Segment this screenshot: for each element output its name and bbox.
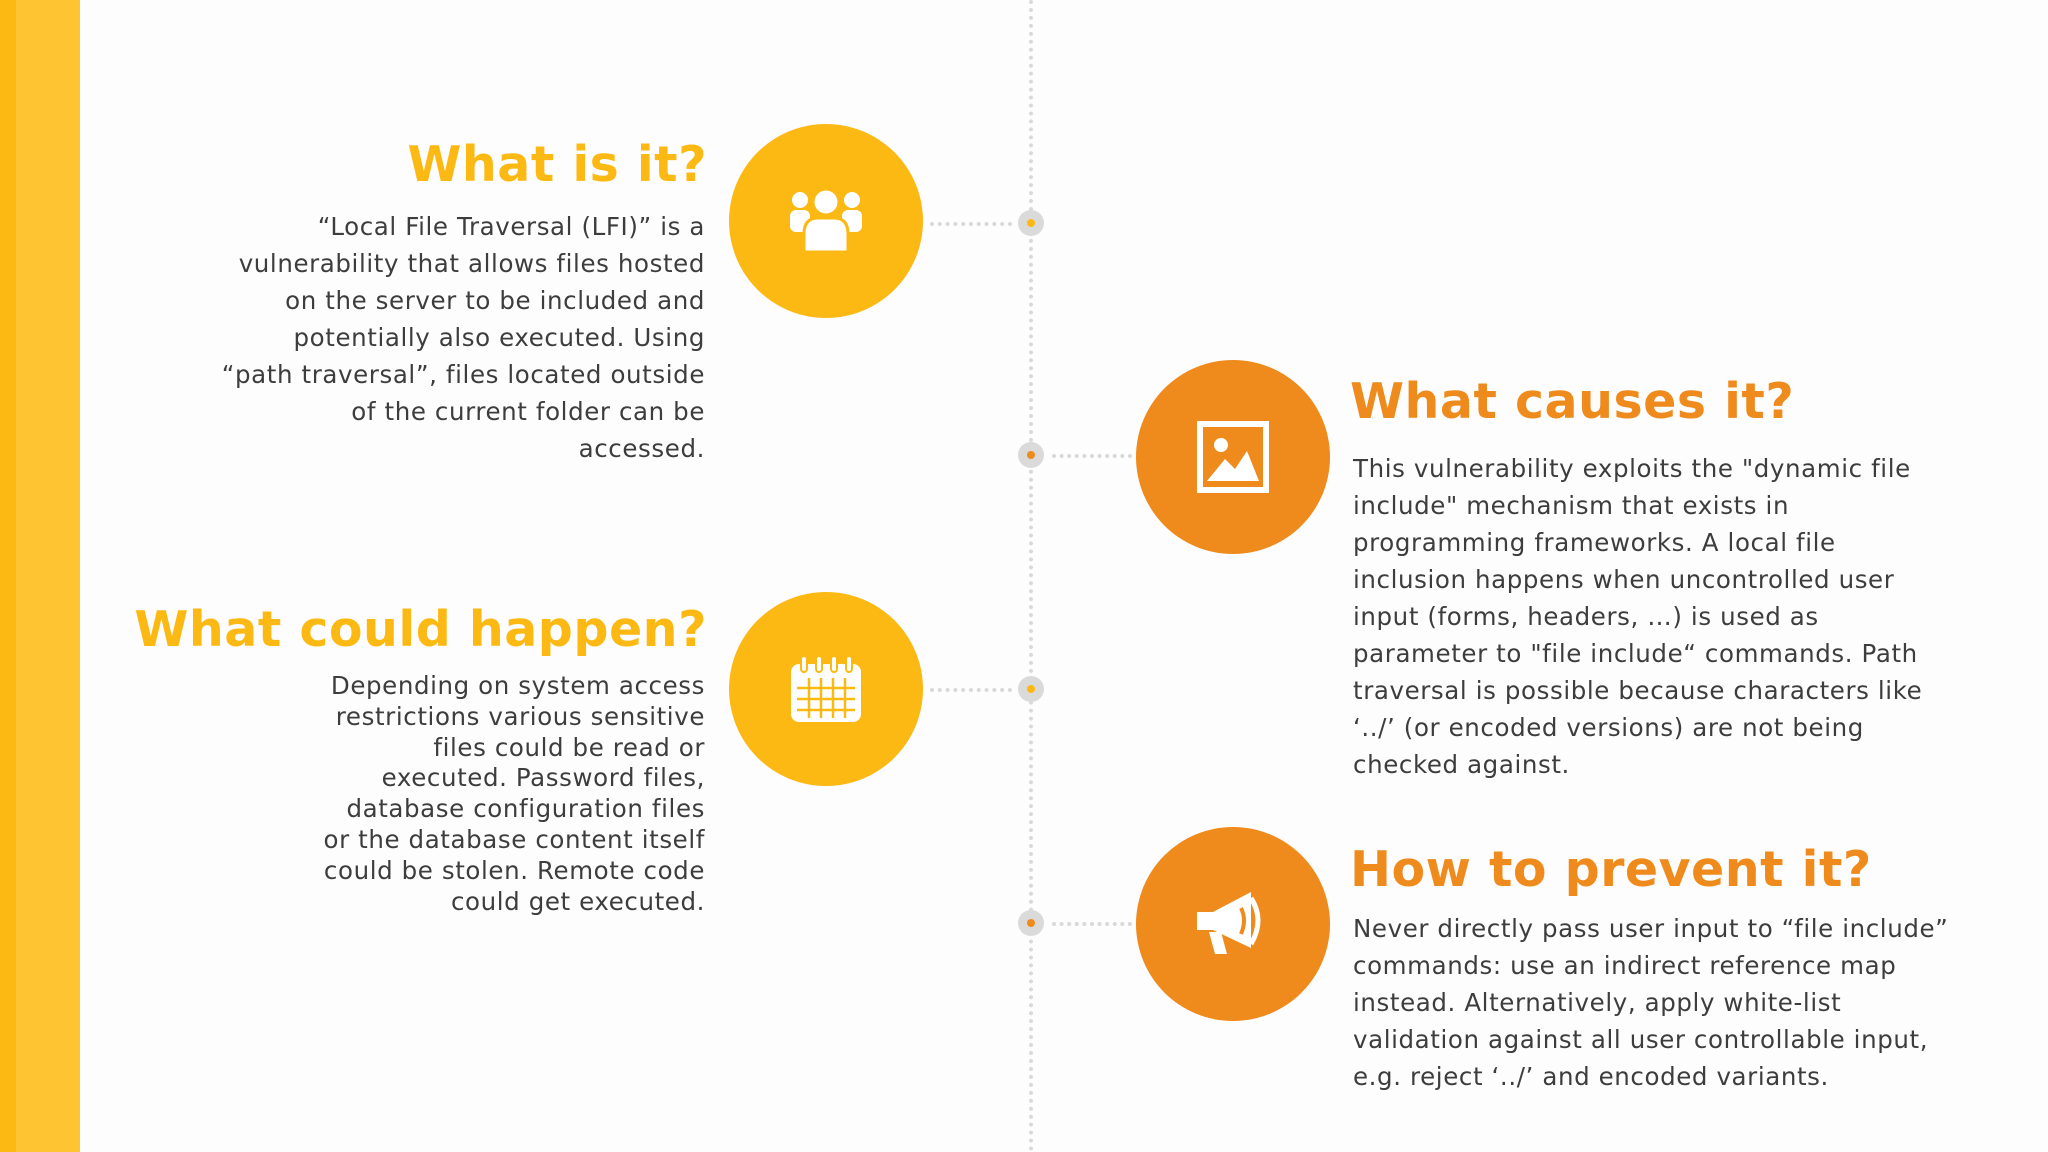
what-causes-it-circle: [1136, 360, 1330, 554]
how-to-prevent-it-line: e.g. reject ‘../’ and encoded variants.: [1353, 1062, 1829, 1091]
what-causes-it-line: inclusion happens when uncontrolled user: [1353, 565, 1895, 594]
what-is-it-line: of the current folder can be: [351, 397, 705, 426]
what-is-it-line: potentially also executed. Using: [293, 323, 705, 352]
what-could-happen-line: executed. Password files,: [381, 763, 705, 793]
left-accent-bar: [0, 0, 80, 1152]
how-to-prevent-it-line: commands: use an indirect reference map: [1353, 951, 1897, 980]
how-to-prevent-it-line: Never directly pass user input to “file include”: [1353, 914, 1949, 943]
what-could-happen-title: What could happen?: [134, 601, 707, 658]
what-is-it-body: [222, 208, 705, 467]
what-causes-it-line: input (forms, headers, …) is used as: [1353, 602, 1819, 631]
what-could-happen-line: could get executed.: [450, 886, 705, 916]
what-causes-it-line: include" mechanism that exists in: [1353, 491, 1790, 520]
what-is-it-circle: [729, 124, 923, 318]
what-is-it-line: “Local File Traversal (LFI)” is a: [317, 212, 705, 241]
timeline-line: [1029, 0, 1033, 1152]
what-causes-it-body: [1353, 450, 1922, 783]
timeline-node-what-causes-it: [1018, 442, 1044, 468]
how-to-prevent-it-circle: [1136, 827, 1330, 1021]
timeline-node-what-is-it: [1018, 210, 1044, 236]
connector-how-to-prevent-it: [1052, 922, 1132, 926]
what-could-happen-line: files could be read or: [433, 732, 705, 762]
what-causes-it-line: ‘../’ (or encoded versions) are not being: [1353, 713, 1864, 742]
timeline-node-how-to-prevent-it: [1018, 910, 1044, 936]
what-could-happen-line: restrictions various sensitive: [335, 701, 705, 731]
how-to-prevent-it-line: validation against all user controllable input,: [1353, 1025, 1929, 1054]
what-could-happen-body: [324, 671, 706, 917]
what-could-happen-line: or the database content itself: [323, 824, 705, 854]
connector-what-could-happen: [930, 688, 1012, 692]
how-to-prevent-it-body: [1353, 910, 1948, 1095]
timeline-node-what-could-happen: [1018, 676, 1044, 702]
what-is-it-title: What is it?: [407, 136, 707, 193]
what-causes-it-title: What causes it?: [1350, 373, 1795, 430]
connector-what-is-it: [930, 222, 1012, 226]
what-could-happen-circle: [729, 592, 923, 786]
megaphone-icon: [1195, 888, 1271, 960]
image-icon: [1197, 421, 1269, 493]
users-group-icon: [786, 186, 866, 256]
how-to-prevent-it-title: How to prevent it?: [1350, 841, 1872, 898]
what-could-happen-line: Depending on system access: [330, 671, 705, 700]
what-causes-it-line: traversal is possible because characters like: [1353, 676, 1923, 705]
calendar-icon: [789, 654, 863, 724]
what-is-it-line: vulnerability that allows files hosted: [238, 249, 705, 278]
what-is-it-line: accessed.: [578, 434, 705, 463]
what-could-happen-line: could be stolen. Remote code: [323, 855, 705, 885]
what-causes-it-line: This vulnerability exploits the "dynamic file: [1353, 454, 1911, 483]
what-is-it-line: on the server to be included and: [285, 286, 705, 315]
what-causes-it-line: checked against.: [1353, 750, 1570, 779]
what-causes-it-line: parameter to "file include“ commands. Path: [1353, 639, 1918, 668]
connector-what-causes-it: [1052, 454, 1132, 458]
how-to-prevent-it-line: instead. Alternatively, apply white-list: [1353, 988, 1842, 1017]
what-is-it-line: “path traversal”, files located outside: [221, 360, 705, 389]
what-causes-it-line: programming frameworks. A local file: [1353, 528, 1836, 557]
what-could-happen-line: database configuration files: [346, 794, 705, 824]
